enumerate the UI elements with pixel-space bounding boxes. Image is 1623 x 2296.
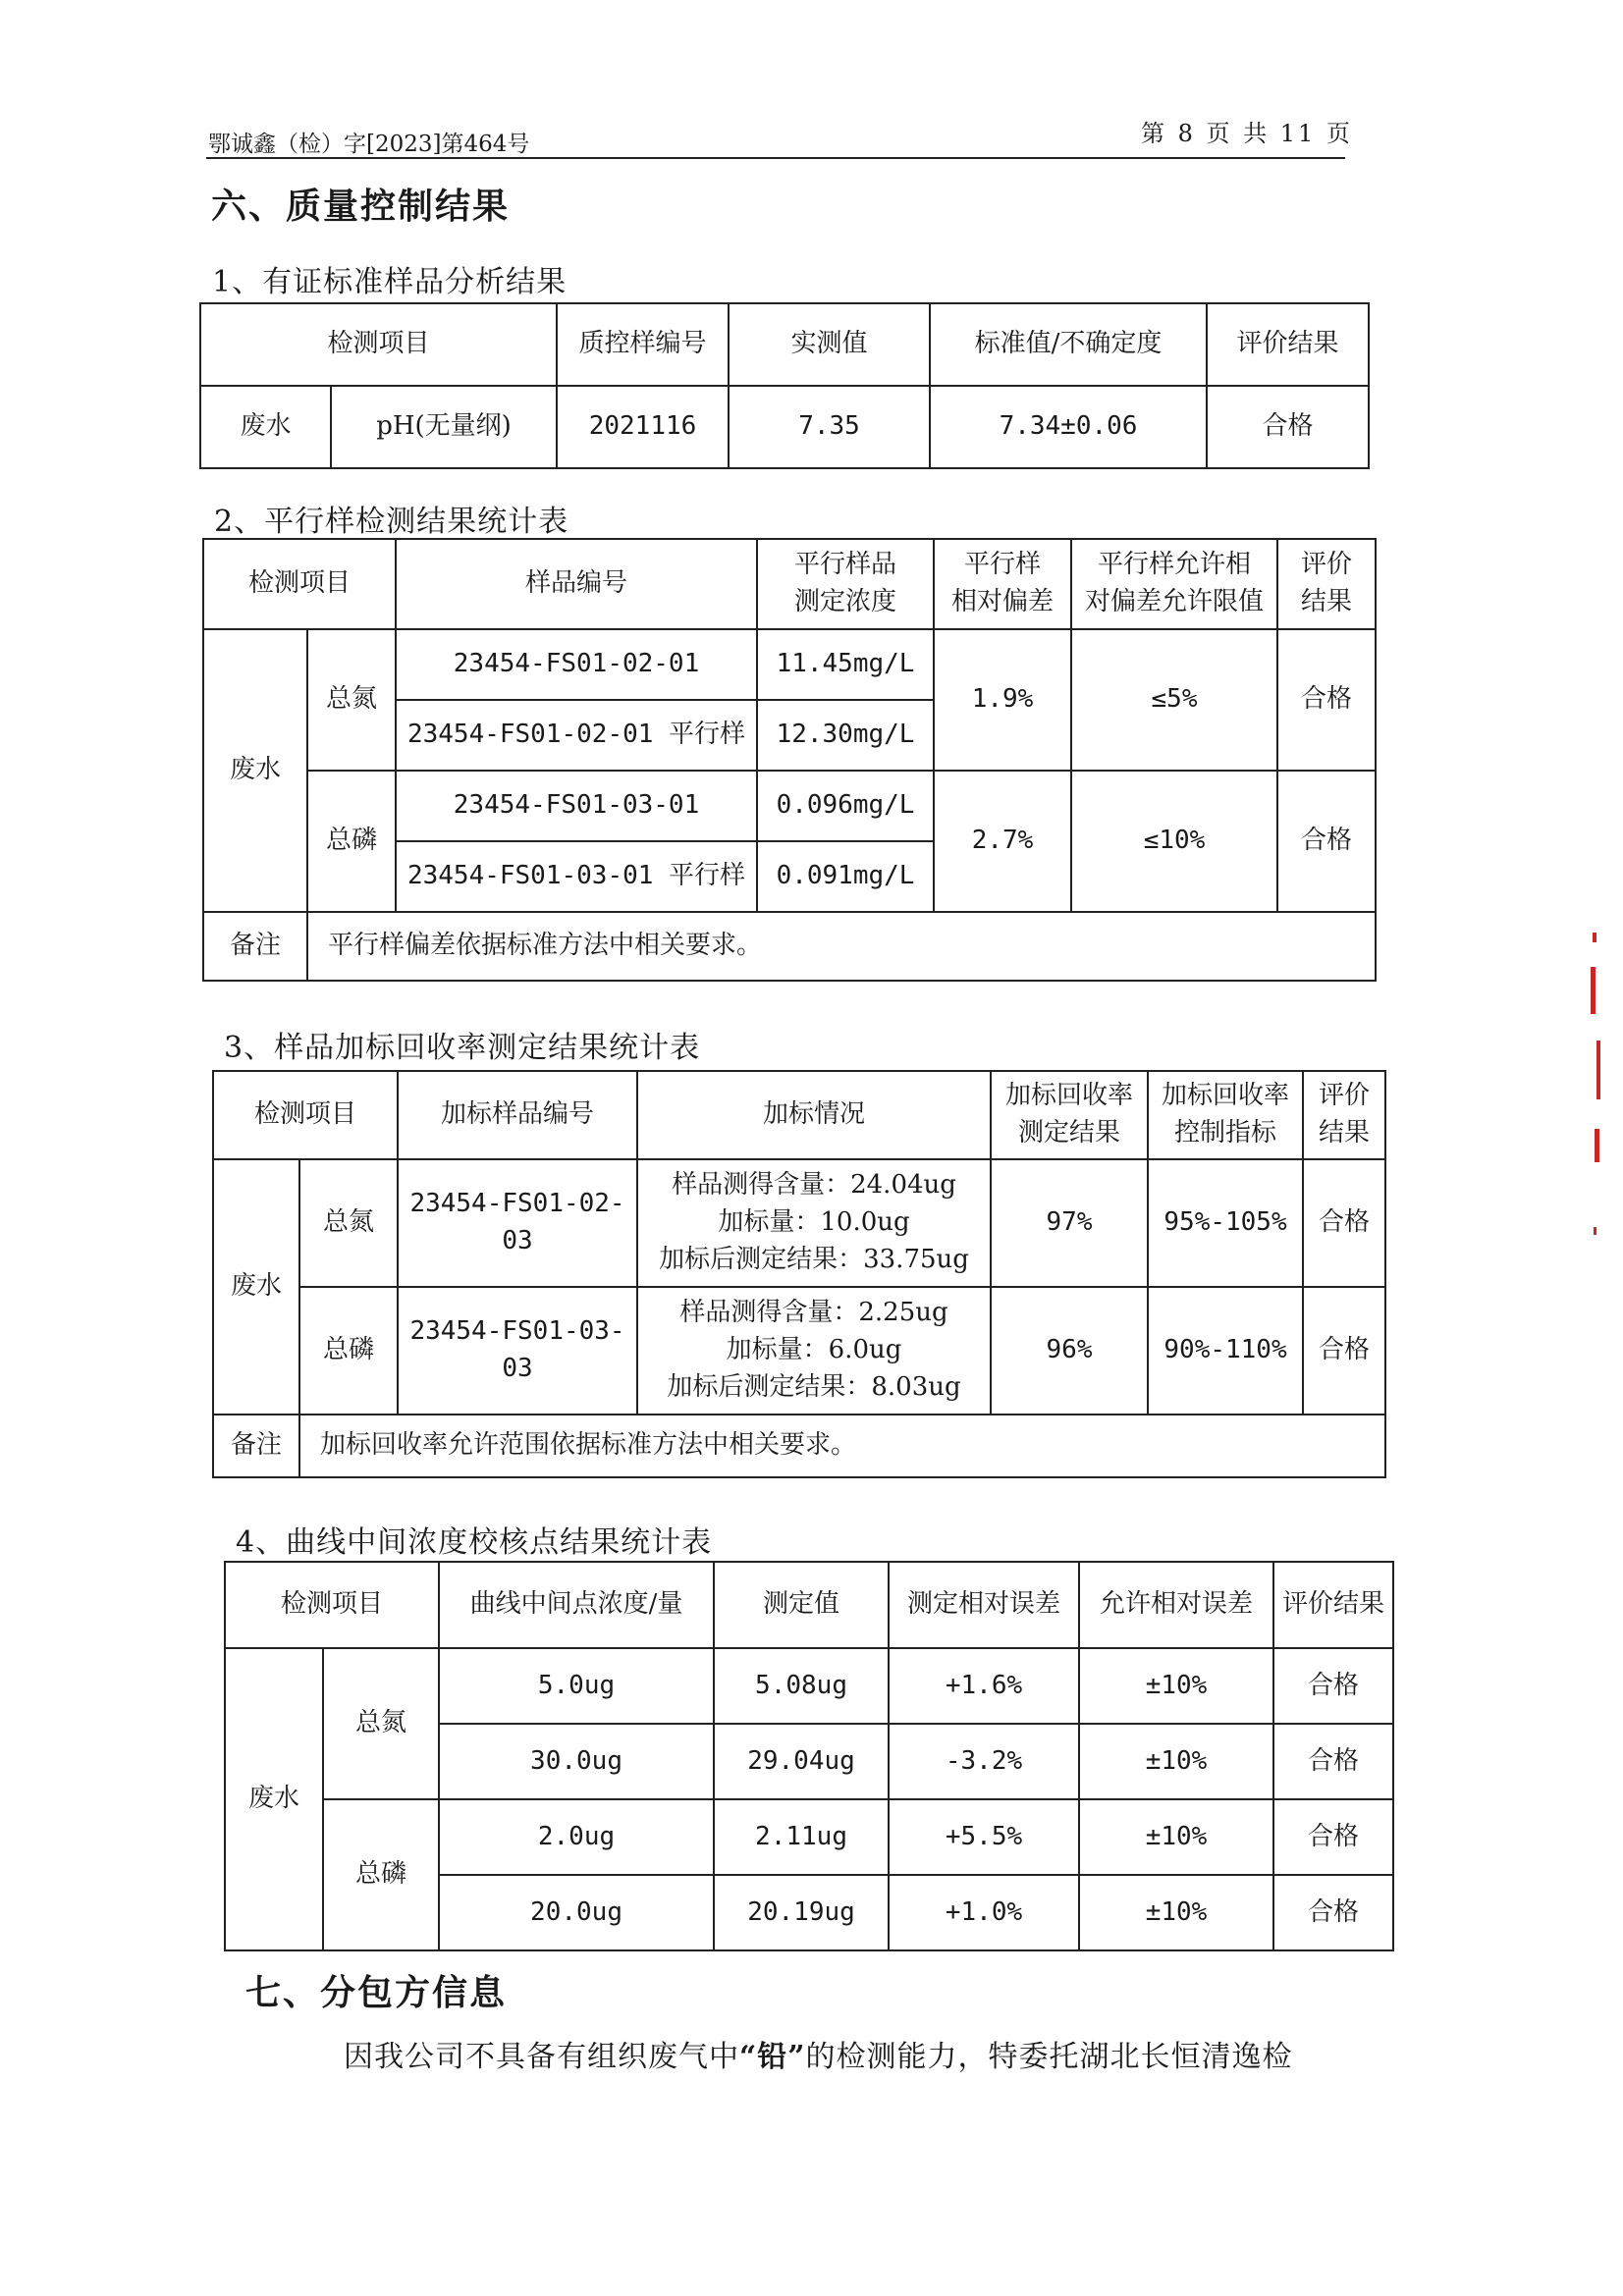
para-highlight: “铅” <box>739 2040 806 2074</box>
note-text: 加标回收率允许范围依据标准方法中相关要求。 <box>299 1415 1385 1477</box>
cell-sample-no: 23454-FS01-02-01 <box>396 629 757 700</box>
th-sample-no: 质控样编号 <box>557 303 729 386</box>
cell-standard: 7.34±0.06 <box>930 386 1207 468</box>
cell-sample-no: 23454-FS01-02-01 平行样 <box>396 700 757 771</box>
section7-title: 七、分包方信息 <box>245 1972 508 2013</box>
cell-conc: 30.0ug <box>439 1724 714 1799</box>
sub3-title: 3、样品加标回收率测定结果统计表 <box>224 1031 701 1065</box>
th-conc: 曲线中间点浓度/量 <box>439 1562 714 1648</box>
cell-item: pH(无量纲) <box>331 386 557 468</box>
seal-mark <box>1596 1041 1600 1099</box>
th-result: 评价 结果 <box>1277 539 1376 629</box>
cell-category: 废水 <box>200 386 331 468</box>
cell-situation <box>637 1159 991 1287</box>
cell-result: 合格 <box>1303 1159 1385 1287</box>
note-text: 平行样偏差依据标准方法中相关要求。 <box>307 912 1376 981</box>
cell-sample-no: 23454-FS01-02-03 <box>398 1159 637 1287</box>
situation-line: 加标量：6.0ug <box>726 1335 902 1365</box>
cell-category: 废水 <box>225 1648 323 1950</box>
sub1-title: 1、有证标准样品分析结果 <box>212 265 568 299</box>
cell-category: 废水 <box>203 629 307 912</box>
cell-situation <box>637 1287 991 1415</box>
cell-result: 合格 <box>1207 386 1369 468</box>
cell-conc: 0.091mg/L <box>757 841 934 912</box>
spike-recovery-table <box>212 1070 1386 1478</box>
cell-item: 总氮 <box>307 629 396 771</box>
cell-rate: 97% <box>991 1159 1148 1287</box>
th-situation: 加标情况 <box>637 1071 991 1159</box>
cell-sample-no: 23454-FS01-03-03 <box>398 1287 637 1415</box>
cell-result: 合格 <box>1273 1648 1393 1724</box>
cell-allowed: ±10% <box>1079 1799 1273 1875</box>
th-item: 检测项目 <box>213 1071 398 1159</box>
note-label: 备注 <box>213 1415 299 1477</box>
th-control: 加标回收率 控制指标 <box>1148 1071 1303 1159</box>
header-divider <box>206 157 1345 159</box>
para-text: 因我公司不具备有组织废气中 <box>344 2040 739 2074</box>
cell-error: +1.0% <box>889 1875 1079 1950</box>
th-result: 评价结果 <box>1207 303 1369 386</box>
cell-sample-no: 2021116 <box>557 386 729 468</box>
cell-sample-no: 23454-FS01-03-01 <box>396 771 757 841</box>
th-conc: 平行样品 测定浓度 <box>757 539 934 629</box>
cell-limit: ≤5% <box>1071 629 1277 771</box>
cell-item: 总氮 <box>323 1648 439 1799</box>
cell-conc: 2.0ug <box>439 1799 714 1875</box>
section6-title: 六、质量控制结果 <box>211 186 511 227</box>
th-item: 检测项目 <box>200 303 557 386</box>
cell-dev: 1.9% <box>934 629 1071 771</box>
cell-result: 合格 <box>1277 771 1376 912</box>
cell-measured: 2.11ug <box>714 1799 889 1875</box>
cell-item: 总磷 <box>323 1799 439 1950</box>
para-text: 的检测能力，特委托湖北长恒清逸检 <box>805 2040 1293 2074</box>
cell-allowed: ±10% <box>1079 1648 1273 1724</box>
th-item: 检测项目 <box>203 539 396 629</box>
cell-error: +1.6% <box>889 1648 1079 1724</box>
cell-error: -3.2% <box>889 1724 1079 1799</box>
cell-category: 废水 <box>213 1159 299 1415</box>
cell-result: 合格 <box>1273 1799 1393 1875</box>
th-error: 测定相对误差 <box>889 1562 1079 1648</box>
seal-mark <box>1595 1129 1599 1162</box>
calibration-check-table <box>224 1561 1394 1951</box>
cell-rate: 96% <box>991 1287 1148 1415</box>
th-result: 评价结果 <box>1273 1562 1393 1648</box>
cell-result: 合格 <box>1277 629 1376 771</box>
page-info: 第 8 页 共 11 页 <box>1141 120 1353 147</box>
cell-control: 90%-110% <box>1148 1287 1303 1415</box>
sub2-title: 2、平行样检测结果统计表 <box>214 505 569 539</box>
subcontract-paragraph <box>344 2032 1293 2075</box>
th-allowed: 允许相对误差 <box>1079 1562 1273 1648</box>
cell-measured: 7.35 <box>729 386 930 468</box>
cell-conc: 20.0ug <box>439 1875 714 1950</box>
sub4-title: 4、曲线中间浓度校核点结果统计表 <box>236 1525 713 1560</box>
cell-limit: ≤10% <box>1071 771 1277 912</box>
situation-line: 加标后测定结果：8.03ug <box>667 1371 961 1402</box>
cell-conc: 5.0ug <box>439 1648 714 1724</box>
cell-control: 95%-105% <box>1148 1159 1303 1287</box>
cell-item: 总磷 <box>299 1287 398 1415</box>
th-item: 检测项目 <box>225 1562 439 1648</box>
cell-allowed: ±10% <box>1079 1724 1273 1799</box>
cell-dev: 2.7% <box>934 771 1071 912</box>
situation-line: 加标后测定结果：33.75ug <box>659 1244 969 1274</box>
cell-conc: 12.30mg/L <box>757 700 934 771</box>
th-sample-no: 样品编号 <box>396 539 757 629</box>
cell-sample-no: 23454-FS01-03-01 平行样 <box>396 841 757 912</box>
th-limit: 平行样允许相 对偏差允许限值 <box>1071 539 1277 629</box>
cell-result: 合格 <box>1273 1875 1393 1950</box>
th-rate: 加标回收率 测定结果 <box>991 1071 1148 1159</box>
th-standard: 标准值/不确定度 <box>930 303 1207 386</box>
cell-error: +5.5% <box>889 1799 1079 1875</box>
document-number: 鄂诚鑫（检）字[2023]第464号 <box>208 132 530 157</box>
cell-conc: 11.45mg/L <box>757 629 934 700</box>
situation-line: 加标量：10.0ug <box>718 1207 910 1238</box>
seal-mark <box>1594 1227 1596 1235</box>
th-dev: 平行样 相对偏差 <box>934 539 1071 629</box>
note-label: 备注 <box>203 912 307 981</box>
seal-mark <box>1593 933 1596 942</box>
cell-measured: 5.08ug <box>714 1648 889 1724</box>
cell-measured: 29.04ug <box>714 1724 889 1799</box>
th-result: 评价 结果 <box>1303 1071 1385 1159</box>
cell-item: 总氮 <box>299 1159 398 1287</box>
standard-sample-table <box>199 302 1370 469</box>
th-sample-no: 加标样品编号 <box>398 1071 637 1159</box>
cell-conc: 0.096mg/L <box>757 771 934 841</box>
cell-result: 合格 <box>1273 1724 1393 1799</box>
th-measured: 测定值 <box>714 1562 889 1648</box>
cell-allowed: ±10% <box>1079 1875 1273 1950</box>
seal-mark <box>1591 967 1596 1014</box>
th-measured: 实测值 <box>729 303 930 386</box>
cell-result: 合格 <box>1303 1287 1385 1415</box>
situation-line: 样品测得含量：24.04ug <box>672 1170 956 1201</box>
cell-measured: 20.19ug <box>714 1875 889 1950</box>
cell-item: 总磷 <box>307 771 396 912</box>
situation-line: 样品测得含量：2.25ug <box>679 1298 948 1328</box>
parallel-sample-table <box>202 538 1377 982</box>
